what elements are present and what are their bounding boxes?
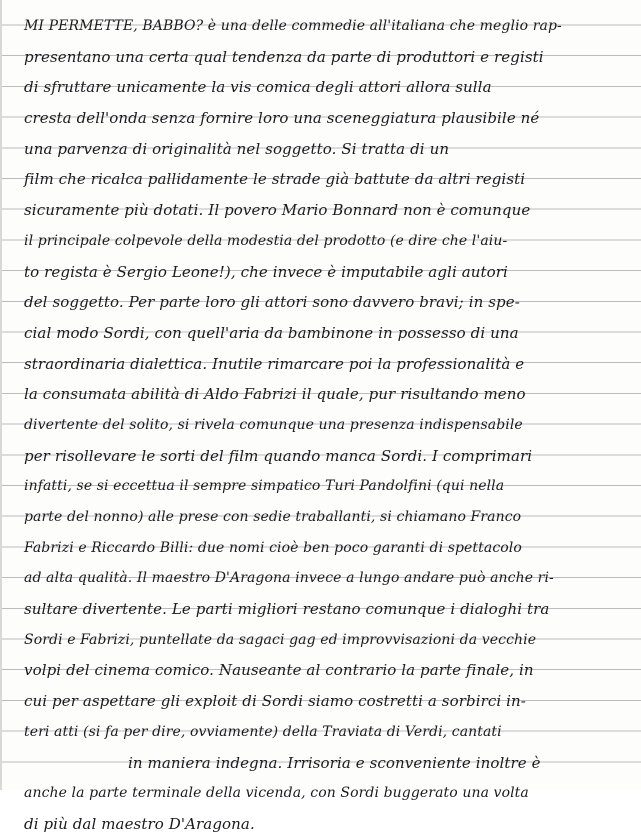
- text-line: una parvenza di originalità nel soggetto. Si tratta di un: [24, 139, 450, 158]
- text-line: volpi del cinema comico. Nauseante al contrario la parte finale, in: [24, 661, 534, 680]
- text-line: straordinaria dialettica. Inutile rimarcare poi la professionalità e: [24, 354, 525, 373]
- text-line: to regista è Sergio Leone!), che invece è imputabile agli autori: [24, 262, 508, 281]
- text-line: cui per aspettare gli exploit di Sordi siamo costretti a sorbirci in-: [24, 692, 526, 711]
- text-line: sicuramente più dotati. Il povero Mario Bonnard non è comunque: [24, 201, 531, 220]
- text-line: Fabrizi e Riccardo Billi: due nomi cioè ben poco garanti di spettacolo: [24, 539, 522, 556]
- text-line: di sfruttare unicamente la vis comica degli attori allora sulla: [24, 78, 492, 97]
- text-line: del soggetto. Per parte loro gli attori sono davvero bravi; in spe-: [24, 293, 520, 312]
- text-line: in maniera indegna. Irrisoria e sconveniente inoltre è: [128, 753, 541, 772]
- text-line: film che ricalca pallidamente le strade già battute da altri registi: [24, 170, 526, 189]
- page-edge: [0, 0, 2, 790]
- text-line: per risollevare le sorti del film quando manca Sordi. I comprimari: [24, 446, 533, 465]
- text-line: anche la parte terminale della vicenda, con Sordi buggerato una volta: [24, 785, 529, 802]
- text-line: teri atti (si fa per dire, ovviamente) della Traviata di Verdi, cantati: [24, 723, 502, 740]
- text-line: sultare divertente. Le parti migliori restano comunque i dialoghi tra: [24, 600, 550, 619]
- text-line: infatti, se si eccettua il sempre simpatico Turi Pandolfini (qui nella: [24, 478, 505, 495]
- text-line: Sordi e Fabrizi, puntellate da sagaci gag ed improvvisazioni da vecchie: [24, 631, 537, 648]
- handwritten-text: [24, 11, 636, 840]
- text-line: divertente del solito, si rivela comunque una presenza indispensabile: [24, 416, 523, 433]
- text-line: il principale colpevole della modestia del prodotto (e dire che l'aiu-: [24, 232, 508, 249]
- text-line: MI PERMETTE, BABBO? è una delle commedie all'italiana che meglio rap-: [24, 18, 562, 34]
- text-line: ad alta qualità. Il maestro D'Aragona invece a lungo andare può anche ri-: [24, 570, 554, 587]
- text-line: di più dal maestro D'Aragona.: [24, 814, 255, 833]
- text-line: presentano una certa qual tendenza da parte di produttori e registi: [24, 47, 544, 66]
- text-line: cresta dell'onda senza fornire loro una sceneggiatura plausibile né: [24, 109, 540, 128]
- text-line: cial modo Sordi, con quell'aria da bambinone in possesso di una: [24, 323, 519, 342]
- text-line: la consumata abilità di Aldo Fabrizi il quale, pur risultando meno: [24, 385, 526, 404]
- text-line: parte del nonno) alle prese con sedie traballanti, si chiamano Franco: [24, 509, 522, 525]
